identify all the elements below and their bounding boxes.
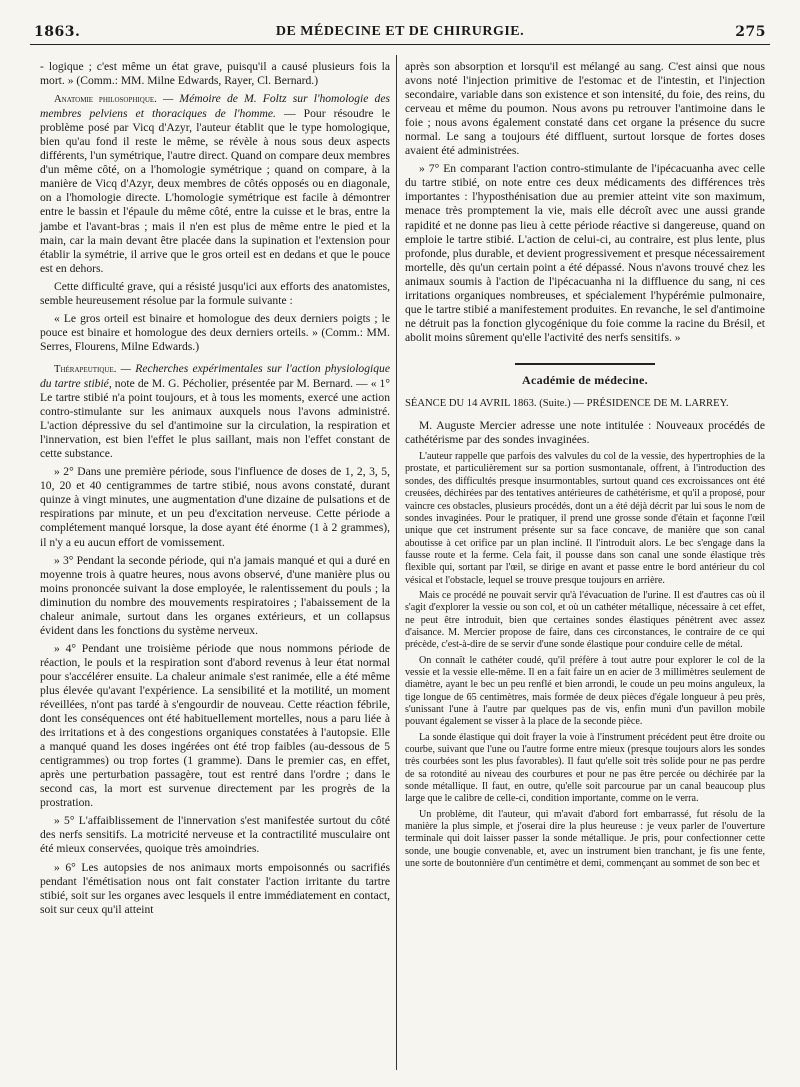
paragraph [40,362,390,461]
header-title: DE MÉDECINE ET DE CHIRURGIE. [275,24,525,39]
paragraph: » 5° L'affaiblissement de l'innervation s'est manifestée surtout du côté des nerfs sensitifs. La motricité nerveuse et la contractilité musculaire ont été mieux conservées, quoique très amoindries. [40,814,390,856]
paragraph: - logique ; c'est même un état grave, puisqu'il a causé plusieurs fois la mort. » (Comm.: MM. Milne Edwards, Rayer, Cl. Bernard.) [40,60,390,88]
paragraph: » 6° Les autopsies de nos animaux morts empoisonnés ou sacrifiés pendant l'émétisation nous ont fait constater l'action irritante du tartre stibié, soit sur les organes avec lesquels il entre immédiatement en contact, soit sur ceux qu'il atteint [40,860,390,916]
paragraph: L'auteur rappelle que parfois des valvules du col de la vessie, des hypertrophies de la prostate, et particulièrement sur sa portion susmontanale, offrent, à l'introduction des sondes, des difficultés presque insurmontables, surtout quand ces excroissances ont été creusées, déchirées par des tentatives antérieures de cathétérisme, et qu'il a proposé, pour vaincre ces obstacles, plusieurs procédés, dont un a été déjà décrit par lui sous le nom de sondes invaginées. Pour le pratiquer, il prend une grosse sonde d'étain et façonne l'œil unique que cet instrument présente sur sa face concave, de manière que son canal aboutisse à cet orifice par un plan incliné. Il l'introduit alors. Le bec s'engage dans la fausse route et la ferme. Cela fait, il pousse dans son canal une sonde élastique très flexible qui, sortant par l'œil, se dirige en avant et passe entre le bord antérieur du col vésical et l'obstacle, lequel se trouve presque toujours en arrière. [405,451,765,586]
article-body: note de M. G. Pécholier, présentée par M. Bernard. — « 1° Le tartre stibié n'a point toujours, et à tous les moments, exercé une action contro-stimulante sur les animaux auxquels nous l'avons administré. L'action dépressive du sel d'antimoine sur la circulation, la respiration et l'innervation, est bien l'effet le plus saillant, mais non l'effet constant de cette substance. [40,376,390,461]
article-body: — Pour résoudre le problème posé par Vicq d'Azyr, l'auteur établit que le type homologique, bien qu'au fond il reste le même, se révèle à nous sous deux aspects différents, l'un symétrique, l'autre direct. Quand on compare deux membres d'un même côté, on a l'homologie symétrique ; quand on compare, à la manière de Vicq d'Azyr, deux membres de côtés opposés ou en diagonale, on a l'homologie directe. L'homologie symétrique est facile à démontrer entre le bassin et l'épaule du même côté, entre la cuisse et le bras, entre la jambe et l'avant-bras ; mais il n'en est plus de même entre le pied et la main, car la main devant être placée dans la supination et l'extension pour établir la symétrie, il arrive que le gros orteil est en dedans et que le pouce est en dehors. [40,107,390,275]
page-number: 275 [735,24,766,40]
seance-line: SÉANCE DU 14 AVRIL 1863. (Suite.) — PRÉSIDENCE DE M. LARREY. [405,397,729,409]
header-year: 1863. [34,24,81,40]
right-column [405,60,765,873]
paragraph: » 2° Dans une première période, sous l'influence de doses de 1, 2, 3, 5, 10, 20 et 40 centigrammes de tartre stibié, nous avons constaté, durant quinze à vingt minutes, une augmentation d'une dizaine de pulsations et de respirations par minute, et un peu d'excitation nerveuse. Cette période a complétement manqué lorsque, la dose ayant été énorme (1 à 2 grammes), il n'y a eu aucun effort de vomissement. [40,465,390,549]
section-label: Anatomie philosophique. [54,94,157,106]
paragraph: Mais ce procédé ne pouvait servir qu'à l'évacuation de l'urine. Il est d'autres cas où il s'agit d'explorer la vessie ou son col, et où un cathéter métallique, nécessaire à cet effet, ne peut être introduit, bien que certaines sondes élastiques pénètrent avec assez d'aisance. M. Mercier propose de faire, dans ces circonstances, le contraire de ce qui précède, c'est-à-dire de se servir d'une sonde élastique pour conduire celle de métal. [405,589,765,651]
left-column [40,60,390,921]
paragraph: « Le gros orteil est binaire et homologue des deux derniers poigts ; le pouce est binaire et homologue des deux derniers orteils. » (Comm.: MM. Serres, Flourens, Milne Edwards.) [40,311,390,353]
page-header [30,22,770,45]
paragraph: » 7° En comparant l'action contro-stimulante de l'ipécacuanha avec celle du tartre stibié, on note entre ces deux médicaments des différences très importantes : l'hyposthénisation due au premier atteint vite son maximum, menace très promptement la vie, mais elle décroît avec une aussi grande rapidité et ne donne pas lieu à cette période réactive si dangereuse, quand on emploie le tartre stibié. L'action de celui-ci, au contraire, est plus lente, plus profonde, plus durable, et devient progressivement et presque nécessairement mortelle, dès qu'un certain point a été dépassé. Nous n'avons trouvé chez les animaux soumis à l'action de l'ipécacuanha ni la diffluence du sang, ni ces irritations organiques nombreuses, et spécialement l'hypérémie pulmonaire, que le tartre stibié a manifestement produites. En revanche, le sel d'antimoine ne détruit pas la fonction glycogénique du foie comme la racine du Brésil, et abolit moins sûrement qu'elle l'activité des nerfs sensitifs. » [405,162,765,344]
small-print-block [405,451,765,870]
section-label: Thérapeutique. [54,363,117,375]
paragraph: » 4° Pendant une troisième période que nous nommons période de réaction, le pouls et la respiration sont d'abord revenus à leur état normal pour s'accélérer ensuite. La chaleur animale s'est ranimée, elle a été même plus élevée qu'avant l'expérience. La sensibilité et la motilité, un moment réveillées, n'ont pas tardé à s'engourdir de nouveau. Cette réaction fébrile, dont les conséquences ont été habituellement mortelles, nous a paru liée à des irritations et à des congestions organiques constatées à l'autopsie. Elle a manqué quand les doses ingérées ont été trop faibles (au-dessous de 5 centigrammes) ou trop fortes (1 gramme). Dans le premier cas, en effet, après une perturbation passagère, tout est rentré dans l'ordre ; dans le second cas, la mort est survenue directement par les progrès de la prostration. [40,641,390,810]
paragraph: après son absorption et lorsqu'il est mélangé au sang. C'est ainsi que nous avons noté l'injection primitive de l'estomac et de l'intestin, et l'injection secondaire, variable dans son existence et son intensité, du foie, des reins, du cerveau et même du poumon. Nous avons pu retrouver l'antimoine dans le foie ; nous avons également constaté dans cet organe la présence du sucre normal. Le sang a toujours été diffluent, surtout lorsque de fortes doses avaient été administrées. [405,60,765,158]
section-rule [515,363,655,365]
paragraph: » 3° Pendant la seconde période, qui n'a jamais manqué et qui a duré en moyenne trois à quatre heures, nous avons observé, d'une manière plus ou moins prononcée suivant la dose employée, le ralentissement du pouls ; la diminution du nombre des mouvements respiratoires ; l'abaissement de la chaleur animale, surtout dans les organes extérieurs, et un collapsus évident dans les fonctions du système nerveux. [40,553,390,637]
column-divider [396,55,397,1070]
section-title: Académie de médecine. [522,372,648,387]
paragraph: Un problème, dit l'auteur, qui m'avait d'abord fort embarrassé, fut résolu de la manière la plus simple, et j'oserai dire la plus heureuse : je veux parler de l'ouverture terminale qui doit laisser passer la sonde métallique. Je pris, pour confectionner cette sonde, une bougie convenable, et, avec un instrument bien tranchant, je fis une fente, une sorte de boutonnière d'un centimètre et demi, commençant au sommet de son bec et [405,808,765,870]
paragraph: Cette difficulté grave, qui a résisté jusqu'ici aux efforts des anatomistes, semble heureusement résolue par la formule suivante : [40,279,390,307]
paragraph: La sonde élastique qui doit frayer la voie à l'instrument précédent peut être droite ou courbe, suivant que l'une ou l'autre forme entre mieux (presque toujours alors les sondes très courbées sont les plus favorables). Il faut qu'elle soit très solide pour ne pas perdre de sa rotondité au niveau des courbures et pour ne pas être percée ou déchirée par la sonde métallique. Il faut, en outre, qu'elle soit parcourue par un canal beaucoup plus large que le calibre de celle-ci, condition importante, comme on le verra. [405,731,765,805]
paragraph [40,92,390,276]
article-title: — Mémoire de M. Foltz sur l'homologie des membres pelviens et thoraciques de l'homme. [40,92,390,121]
paragraph: On connaît le cathéter coudé, qu'il préfère à tout autre pour explorer le col de la vessie et la vessie elle-même. Il en a fait faire un en acier de 3 millimètres seulement de diamètre, ayant le bec un peu renflé et bien arrondi, le coude un peu moins anguleux, la tige longue de 65 centimètres, mais formée de deux pièces d'égale longueur à peu près, s'unissant l'une à l'autre par quelques pas de vis, enfin muni d'un pavillon mobile pouvant également se visser à la place de la seconde pièce. [405,654,765,728]
paragraph: M. Auguste Mercier adresse une note intitulée : Nouveaux procédés de cathétérisme par des sondes invaginées. [405,419,765,447]
article-title: — Recherches expérimentales sur l'action physiologique du tartre stibié, [40,361,390,390]
